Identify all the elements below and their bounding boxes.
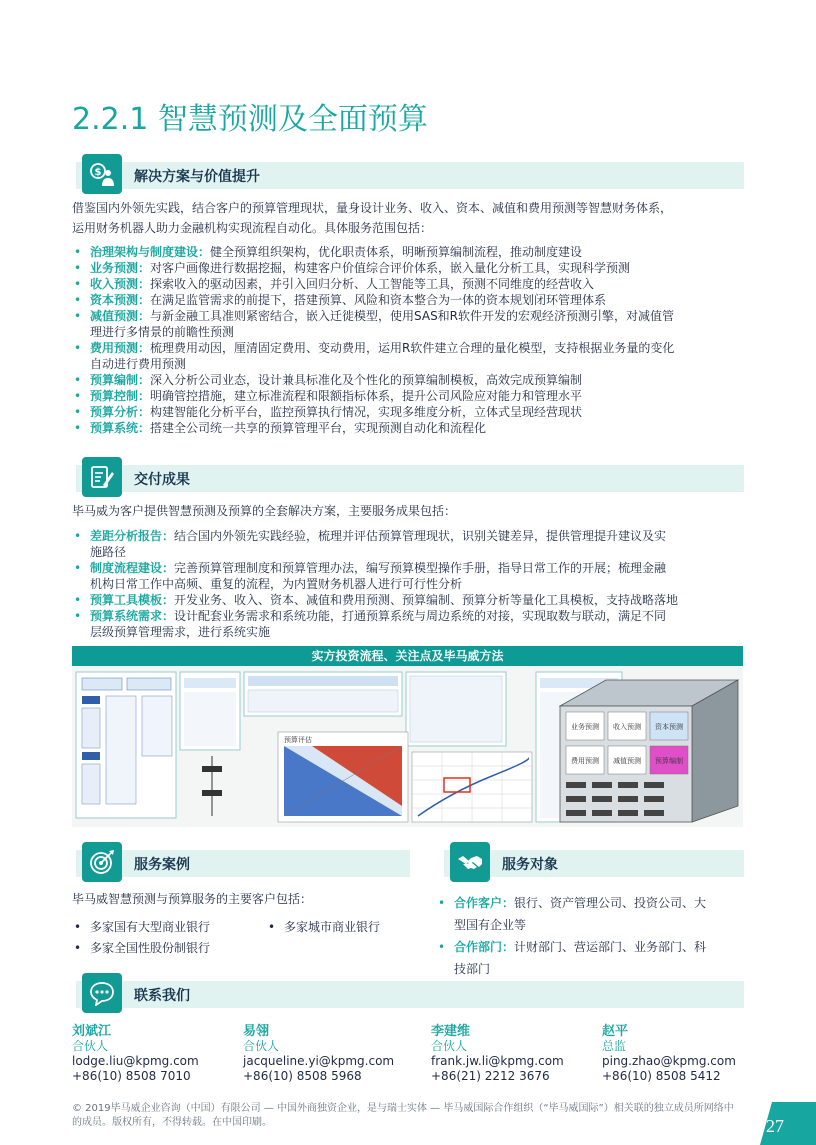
contact-email[interactable]: frank.jw.li@kpmg.com (431, 1054, 564, 1068)
cases-section-header (76, 850, 410, 877)
list-item: • 预算编制：深入分析公司业态，设计兼具标准化及个性化的预算编制模板，高效完成预算编制 (74, 373, 583, 387)
contact-card (431, 1024, 564, 1084)
list-item: • 资本预测：在满足监管需求的前提下，搭建预算、风险和资本整合为一体的资本规划闭环管理体系 (74, 293, 607, 307)
contact-section-header (76, 981, 744, 1008)
chat-bubble-icon (82, 973, 122, 1013)
targets-section-header (444, 850, 744, 877)
list-item: • 合作客户：银行、资产管理公司、投资公司、大 型国有企业等 (438, 896, 707, 932)
contact-name: 刘斌江 (72, 1024, 112, 1039)
contact-email[interactable]: jacqueline.yi@kpmg.com (243, 1054, 395, 1068)
cube-label: 减值预测 (613, 757, 641, 765)
targets-list (436, 892, 746, 980)
contact-name: 易翎 (243, 1024, 270, 1039)
list-item: • 预算工具模板：开发业务、收入、资本、减值和费用预测、预算编制、预算分析等量化工具模板，支持战略落地 (74, 593, 679, 607)
page-number: 27 (766, 1116, 784, 1136)
contact-phone: +86(10) 8508 5968 (243, 1069, 362, 1083)
list-item: • 治理架构与制度建设：健全预算组织架构，优化职责体系，明晰预算编制流程，推动制度建设 (74, 245, 583, 259)
solution-list (72, 244, 748, 436)
contact-email[interactable]: lodge.liu@kpmg.com (72, 1054, 199, 1068)
contact-role: 合伙人 (431, 1039, 468, 1053)
cases-heading: 服务案例 (134, 857, 190, 873)
solution-heading: 解决方案与价值提升 (134, 169, 260, 185)
deliverables-list (72, 528, 748, 640)
contact-card (72, 1024, 199, 1084)
checklist-pen-icon (82, 457, 122, 497)
contact-phone: +86(21) 2212 3676 (431, 1069, 550, 1083)
cube-label: 业务预测 (571, 723, 599, 731)
contact-card (602, 1024, 736, 1084)
list-item: • 多家全国性股份制银行 (74, 941, 211, 955)
list-item: • 费用预测：梳理费用动因，厘清固定费用、变动费用，运用R软件建立合理的量化模型，支持根据业务量的变化 自动进行费用预测 (74, 341, 675, 371)
deliverables-heading: 交付成果 (134, 472, 190, 488)
solution-intro (72, 200, 752, 236)
list-item: • 预算控制：明确管控措施，建立标准流程和限额指标体系，提升公司风险应对能力和管理水平 (74, 389, 583, 403)
solution-intro-line2: 运用财务机器人助力金融机构实现流程自动化。具体服务范围包括： (72, 221, 433, 235)
cases-intro: 毕马威智慧预测与预算服务的主要客户包括： (72, 892, 313, 906)
cube-label: 资本预测 (655, 723, 683, 731)
figure-title: 实方投资流程、关注点及毕马威方法 (72, 646, 743, 666)
contact-phone: +86(10) 8508 7010 (72, 1069, 191, 1083)
contact-heading: 联系我们 (134, 988, 190, 1004)
method-figure (72, 646, 743, 827)
solution-section-header (76, 162, 744, 189)
list-item: • 预算系统需求：设计配套业务需求和系统功能，打通预算系统与周边系统的对接，实现取数与联动，满足不同 层级预算管理需求，进行系统实施 (74, 609, 667, 639)
list-item: • 多家城市商业银行 (268, 920, 381, 934)
cases-list-col1 (72, 917, 262, 959)
svg-text:$: $ (94, 167, 102, 178)
list-item: • 减值预测：与新金融工具准则紧密结合，嵌入迁徙模型，使用SAS和R软件开发的宏观经济预测引擎，对减值管 理进行多情景的前瞻性预测 (74, 309, 675, 339)
list-item: • 制度流程建设：完善预算管理制度和预算管理办法，编写预算模型操作手册，指导日常工作的开展；梳理金融 机构日常工作中高频、重复的流程，为内置财务机器人进行可行性分析 (74, 561, 667, 591)
list-item: • 预算系统：搭建全公司统一共享的预算管理平台，实现预测自动化和流程化 (74, 421, 487, 435)
cube-label: 收入预测 (613, 723, 641, 731)
list-item: • 业务预测：对客户画像进行数据挖掘，构建客户价值综合评价体系，嵌入量化分析工具，实现科学预测 (74, 261, 631, 275)
handshake-icon (450, 842, 490, 882)
cube-label: 预算编制 (655, 757, 683, 765)
target-icon (82, 842, 122, 882)
contact-phone: +86(10) 8508 5412 (602, 1069, 721, 1083)
deliverables-intro: 毕马威为客户提供智慧预测及预算的全套解决方案，主要服务成果包括： (72, 504, 457, 518)
solution-intro-line1: 借鉴国内外领先实践，结合客户的预算管理现状，量身设计业务、收入、资本、减值和费用预测等智慧财务体系， (72, 201, 673, 215)
list-item: • 预算分析：构建智能化分析平台，监控预算执行情况，实现多维度分析，立体式呈现经营现状 (74, 405, 583, 419)
contact-role: 合伙人 (72, 1039, 109, 1053)
footer-copyright: © 2019毕马威企业咨询（中国）有限公司 — 中国外商独资企业，是与瑞士实体 — 毕马威国际合作组织（“毕马威国际”）相关联的独立成员所网络中的成员。版权所有，不得转载。在中国印刷。 (72, 1103, 734, 1128)
list-item: • 多家国有大型商业银行 (74, 920, 211, 934)
chart-label: 预算评估 (284, 736, 312, 744)
contact-name: 李建维 (431, 1024, 471, 1039)
list-item: • 合作部门：计财部门、营运部门、业务部门、科 技部门 (438, 940, 707, 976)
contact-card (243, 1024, 394, 1084)
list-item: • 收入预测：探索收入的驱动因素，并引入回归分析、人工智能等工具，预测不同维度的经营收入 (74, 277, 595, 291)
cases-list-col2 (266, 917, 426, 938)
contact-email[interactable]: ping.zhao@kpmg.com (602, 1054, 736, 1068)
contact-role: 合伙人 (243, 1039, 280, 1053)
contact-role: 总监 (602, 1039, 627, 1053)
deliverables-section-header (76, 465, 744, 492)
dollar-person-icon (82, 154, 122, 194)
contact-name: 赵平 (602, 1024, 629, 1039)
page-number-badge (740, 1102, 816, 1145)
targets-heading: 服务对象 (502, 857, 558, 873)
list-item: • 差距分析报告：结合国内外领先实践经验，梳理并评估预算管理现状，识别关键差异，提供管理提升建议及实 施路径 (74, 529, 667, 559)
page-title: 2.2.1 智慧预测及全面预算 (72, 102, 428, 137)
figure-illustration (72, 666, 743, 827)
cube-label: 费用预测 (571, 757, 599, 765)
